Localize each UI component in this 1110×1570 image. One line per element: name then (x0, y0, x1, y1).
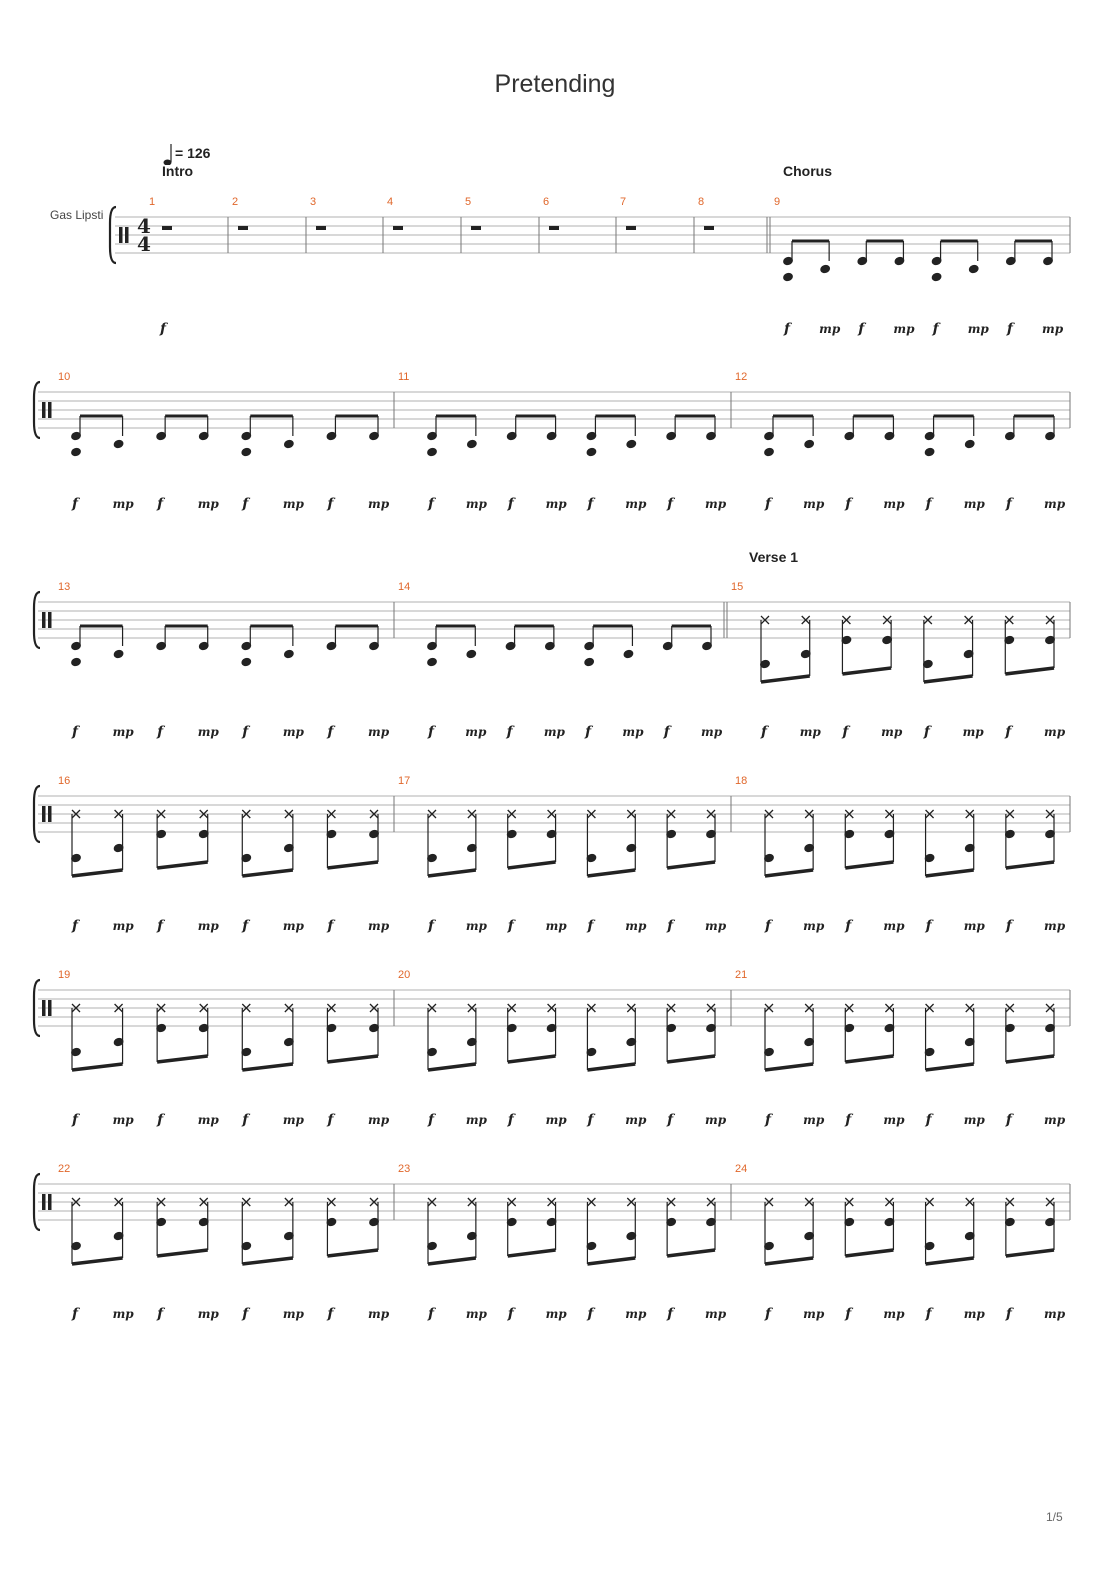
drum-note (964, 439, 976, 450)
dynamic-marking: f (242, 724, 249, 740)
dynamic-marking: f (925, 1112, 932, 1128)
dynamic-marking: mp (465, 497, 487, 511)
percussion-clef-icon (48, 806, 52, 822)
whole-rest (238, 226, 248, 230)
dynamic-marking: f (72, 918, 79, 934)
dynamic-marking: mp (967, 322, 989, 336)
measure-number: 15 (731, 581, 744, 593)
measure-number: 17 (398, 775, 411, 787)
dynamic-marking: mp (465, 1307, 487, 1321)
whole-rest (549, 226, 559, 230)
dynamic-marking: f (587, 1306, 594, 1322)
note-beam (428, 870, 476, 876)
note-beam (1006, 1250, 1054, 1256)
drum-note (70, 447, 82, 458)
dynamic-marking: mp (1044, 1113, 1066, 1127)
dynamic-marking: f (667, 918, 674, 934)
dynamic-marking: f (157, 918, 164, 934)
dynamic-marking: mp (197, 1307, 219, 1321)
section-label-verse-1: Verse 1 (749, 549, 799, 565)
drum-note (622, 649, 634, 660)
dynamic-marking: f (72, 496, 79, 512)
drum-note (585, 447, 597, 458)
drum-note (113, 649, 125, 660)
note-beam (72, 870, 123, 876)
measure-number: 9 (774, 196, 781, 208)
dynamic-marking: f (506, 724, 513, 740)
dynamic-marking: f (428, 496, 435, 512)
dynamic-marking: mp (883, 1113, 905, 1127)
note-beam (327, 1056, 378, 1062)
note-beam (428, 1258, 476, 1264)
measure-number: 5 (465, 196, 472, 208)
dynamic-marking: mp (368, 919, 390, 933)
measure-number: 4 (387, 196, 394, 208)
note-beam (428, 1064, 476, 1070)
dynamic-marking: mp (465, 725, 487, 739)
whole-rest (626, 226, 636, 230)
measure-number: 16 (58, 775, 71, 787)
whole-rest (316, 226, 326, 230)
note-beam (842, 668, 891, 674)
dynamic-marking: f (507, 1306, 514, 1322)
dynamic-marking: f (925, 496, 932, 512)
dynamic-marking: f (845, 918, 852, 934)
dynamic-marking: mp (705, 919, 727, 933)
dynamic-marking: mp (545, 1307, 567, 1321)
dynamic-marking: mp (881, 725, 903, 739)
dynamic-marking: f (507, 918, 514, 934)
drum-note (466, 439, 478, 450)
dynamic-marking: f (784, 321, 791, 337)
section-label-intro: Intro (162, 163, 194, 179)
dynamic-marking: mp (545, 497, 567, 511)
note-beam (508, 1056, 556, 1062)
dynamic-marking: mp (465, 919, 487, 933)
percussion-clef-icon (125, 227, 129, 243)
drum-note (465, 649, 477, 660)
drum-note (763, 447, 775, 458)
dynamic-marking: mp (1044, 919, 1066, 933)
dynamic-marking: mp (112, 1307, 134, 1321)
drum-note (782, 272, 794, 283)
dynamic-marking: f (923, 724, 930, 740)
note-beam (765, 870, 813, 876)
drum-note (819, 264, 831, 275)
measure-number: 24 (735, 1163, 748, 1175)
dynamic-marking: mp (625, 919, 647, 933)
dynamic-marking: f (1006, 321, 1013, 337)
note-beam (924, 676, 973, 682)
dynamic-marking: f (587, 918, 594, 934)
dynamic-marking: f (327, 1306, 334, 1322)
drum-note (583, 657, 595, 668)
dynamic-marking: mp (1042, 322, 1064, 336)
dynamic-marking: f (667, 496, 674, 512)
dynamic-marking: mp (197, 919, 219, 933)
dynamic-marking: mp (799, 725, 821, 739)
measure-number: 19 (58, 969, 71, 981)
note-beam (587, 1258, 635, 1264)
drum-note (968, 264, 980, 275)
measure-number: 18 (735, 775, 748, 787)
dynamic-marking: mp (625, 497, 647, 511)
percussion-clef-icon (48, 612, 52, 628)
drum-note (625, 439, 637, 450)
percussion-clef-icon (42, 1000, 46, 1016)
dynamic-marking: f (842, 724, 849, 740)
dynamic-marking: f (845, 496, 852, 512)
dynamic-marking: f (858, 321, 865, 337)
dynamic-marking: mp (705, 1113, 727, 1127)
dynamic-marking: mp (112, 497, 134, 511)
dynamic-marking: f (845, 1112, 852, 1128)
dynamic-marking: mp (803, 1307, 825, 1321)
drum-note (240, 447, 252, 458)
note-beam (1006, 1056, 1054, 1062)
note-beam (926, 1258, 974, 1264)
dynamic-marking: f (663, 724, 670, 740)
dynamic-marking: f (242, 1112, 249, 1128)
dynamic-marking: f (1005, 724, 1012, 740)
dynamic-marking: f (585, 724, 592, 740)
dynamic-marking: f (587, 1112, 594, 1128)
percussion-clef-icon (48, 1000, 52, 1016)
dynamic-marking: f (925, 1306, 932, 1322)
dynamic-marking: f (428, 1306, 435, 1322)
dynamic-marking: f (428, 724, 435, 740)
dynamic-marking: mp (625, 1113, 647, 1127)
note-beam (667, 862, 715, 868)
percussion-clef-icon (42, 806, 46, 822)
percussion-clef-icon (48, 1194, 52, 1210)
note-beam (242, 1258, 293, 1264)
page-number: 1/5 (1046, 1510, 1063, 1524)
note-beam (587, 1064, 635, 1070)
dynamic-marking: f (932, 321, 939, 337)
score-title: Pretending (494, 70, 616, 98)
dynamic-marking: f (157, 1306, 164, 1322)
measure-number: 14 (398, 581, 411, 593)
dynamic-marking: f (765, 496, 772, 512)
whole-rest (704, 226, 714, 230)
dynamic-marking: mp (197, 725, 219, 739)
dynamic-marking: f (242, 918, 249, 934)
dynamic-marking: f (327, 724, 334, 740)
note-beam (1006, 862, 1054, 868)
note-beam (1005, 668, 1054, 674)
dynamic-marking: mp (282, 1307, 304, 1321)
drum-note (283, 649, 295, 660)
dynamic-marking: mp (819, 322, 841, 336)
dynamic-marking: mp (803, 1113, 825, 1127)
dynamic-marking: mp (545, 1113, 567, 1127)
dynamic-marking: mp (883, 1307, 905, 1321)
dynamic-marking: f (157, 1112, 164, 1128)
note-beam (508, 1250, 556, 1256)
percussion-clef-icon (42, 612, 46, 628)
section-label-chorus: Chorus (783, 163, 832, 179)
dynamic-marking: f (160, 321, 167, 337)
dynamic-marking: f (1005, 1112, 1012, 1128)
dynamic-marking: f (242, 1306, 249, 1322)
measure-number: 6 (543, 196, 550, 208)
drum-note (426, 657, 438, 668)
instrument-name: Gas Lipsti (50, 208, 104, 222)
dynamic-marking: f (667, 1112, 674, 1128)
dynamic-marking: mp (545, 919, 567, 933)
percussion-clef-icon (42, 402, 46, 418)
dynamic-marking: f (1005, 1306, 1012, 1322)
drum-note (70, 657, 82, 668)
measure-number: 21 (735, 969, 748, 981)
measure-number: 1 (149, 196, 156, 208)
note-beam (508, 862, 556, 868)
whole-rest (471, 226, 481, 230)
dynamic-marking: f (1005, 918, 1012, 934)
percussion-clef-icon (48, 402, 52, 418)
dynamic-marking: mp (963, 1307, 985, 1321)
measure-number: 8 (698, 196, 705, 208)
dynamic-marking: mp (1044, 725, 1066, 739)
measure-number: 23 (398, 1163, 411, 1175)
dynamic-marking: mp (112, 725, 134, 739)
dynamic-marking: mp (893, 322, 915, 336)
note-beam (157, 1056, 208, 1062)
dynamic-marking: mp (368, 1307, 390, 1321)
dynamic-marking: f (765, 1306, 772, 1322)
note-beam (587, 870, 635, 876)
dynamic-marking: f (157, 496, 164, 512)
dynamic-marking: mp (282, 497, 304, 511)
dynamic-marking: mp (282, 919, 304, 933)
note-beam (845, 1250, 893, 1256)
dynamic-marking: f (507, 1112, 514, 1128)
dynamic-marking: mp (883, 497, 905, 511)
whole-rest (393, 226, 403, 230)
time-signature-top: 4 (137, 214, 151, 238)
measure-number: 10 (58, 371, 71, 383)
note-beam (327, 862, 378, 868)
dynamic-marking: f (925, 918, 932, 934)
note-beam (926, 870, 974, 876)
measure-number: 2 (232, 196, 239, 208)
dynamic-marking: f (1005, 496, 1012, 512)
drum-note (924, 447, 936, 458)
dynamic-marking: f (72, 1306, 79, 1322)
dynamic-marking: mp (701, 725, 723, 739)
drum-note (803, 439, 815, 450)
measure-number: 12 (735, 371, 748, 383)
note-beam (72, 1064, 123, 1070)
note-beam (242, 870, 293, 876)
note-beam (761, 676, 810, 682)
drum-note (240, 657, 252, 668)
note-beam (327, 1250, 378, 1256)
dynamic-marking: mp (963, 1113, 985, 1127)
dynamic-marking: f (845, 1306, 852, 1322)
percussion-clef-icon (119, 227, 123, 243)
dynamic-marking: f (761, 724, 768, 740)
drum-note (931, 272, 943, 283)
dynamic-marking: mp (112, 919, 134, 933)
dynamic-marking: mp (112, 1113, 134, 1127)
note-beam (242, 1064, 293, 1070)
note-beam (845, 1056, 893, 1062)
dynamic-marking: f (242, 496, 249, 512)
dynamic-marking: mp (368, 725, 390, 739)
note-beam (157, 1250, 208, 1256)
dynamic-marking: f (157, 724, 164, 740)
dynamic-marking: mp (543, 725, 565, 739)
dynamic-marking: mp (465, 1113, 487, 1127)
dynamic-marking: f (72, 1112, 79, 1128)
note-beam (765, 1064, 813, 1070)
measure-number: 22 (58, 1163, 71, 1175)
dynamic-marking: f (507, 496, 514, 512)
dynamic-marking: mp (282, 725, 304, 739)
whole-rest (162, 226, 172, 230)
dynamic-marking: f (667, 1306, 674, 1322)
dynamic-marking: mp (803, 497, 825, 511)
tempo-marking: = 126 (175, 145, 211, 161)
dynamic-marking: f (428, 1112, 435, 1128)
dynamic-marking: mp (197, 497, 219, 511)
note-beam (926, 1064, 974, 1070)
dynamic-marking: f (327, 496, 334, 512)
note-beam (845, 862, 893, 868)
dynamic-marking: mp (625, 1307, 647, 1321)
dynamic-marking: mp (1044, 497, 1066, 511)
dynamic-marking: f (72, 724, 79, 740)
dynamic-marking: f (327, 918, 334, 934)
measure-number: 11 (398, 371, 410, 383)
drum-note (113, 439, 125, 450)
dynamic-marking: f (765, 918, 772, 934)
drum-note (426, 447, 438, 458)
dynamic-marking: mp (368, 1113, 390, 1127)
measure-number: 20 (398, 969, 411, 981)
measure-number: 7 (620, 196, 627, 208)
note-beam (667, 1056, 715, 1062)
dynamic-marking: f (428, 918, 435, 934)
measure-number: 13 (58, 581, 71, 593)
measure-number: 3 (310, 196, 317, 208)
dynamic-marking: mp (803, 919, 825, 933)
dynamic-marking: mp (963, 497, 985, 511)
dynamic-marking: mp (963, 919, 985, 933)
dynamic-marking: mp (622, 725, 644, 739)
note-beam (667, 1250, 715, 1256)
dynamic-marking: f (765, 1112, 772, 1128)
dynamic-marking: mp (883, 919, 905, 933)
dynamic-marking: mp (197, 1113, 219, 1127)
drum-note (283, 439, 295, 450)
time-signature-bottom: 4 (137, 232, 151, 256)
dynamic-marking: f (587, 496, 594, 512)
dynamic-marking: mp (1044, 1307, 1066, 1321)
dynamic-marking: mp (368, 497, 390, 511)
note-beam (157, 862, 208, 868)
dynamic-marking: mp (705, 1307, 727, 1321)
note-beam (765, 1258, 813, 1264)
dynamic-marking: mp (705, 497, 727, 511)
dynamic-marking: mp (962, 725, 984, 739)
dynamic-marking: f (327, 1112, 334, 1128)
dynamic-marking: mp (282, 1113, 304, 1127)
note-beam (72, 1258, 123, 1264)
percussion-clef-icon (42, 1194, 46, 1210)
